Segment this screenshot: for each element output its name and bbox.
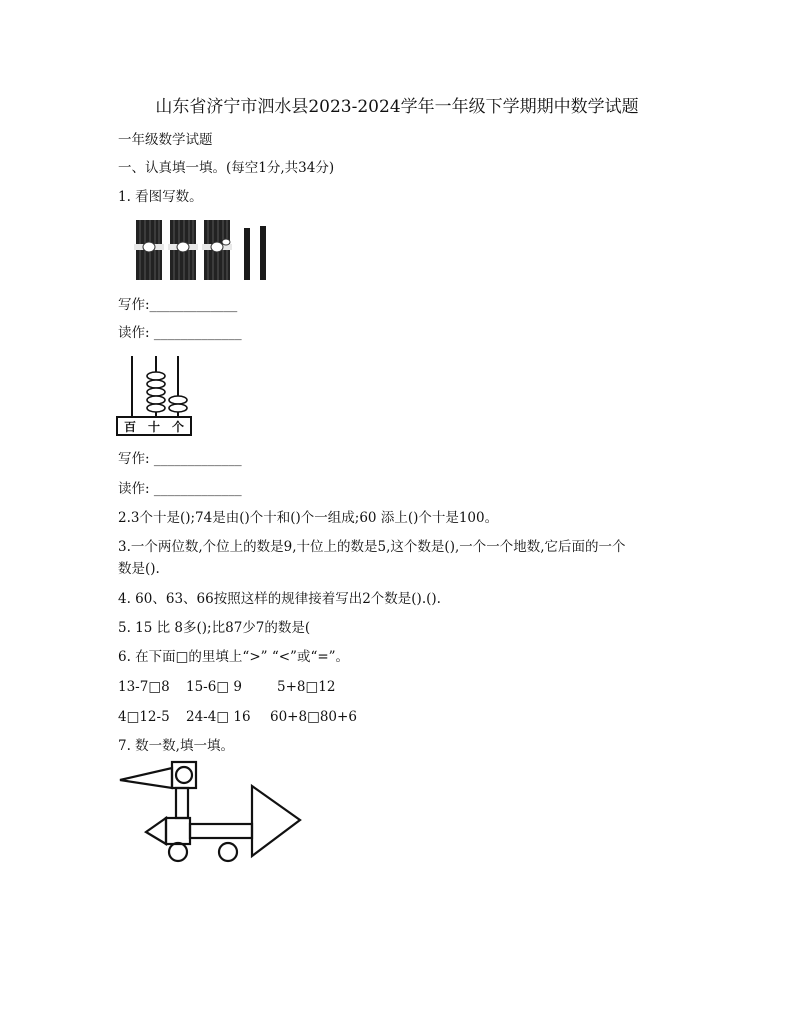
- body-rectangle: [190, 824, 252, 838]
- subtitle: 一年级数学试题: [118, 132, 213, 148]
- head-triangle: [120, 768, 172, 788]
- stick-bundle-3: [202, 220, 232, 280]
- compare-4: 4□12-5: [118, 709, 170, 725]
- label-tens: 十: [147, 419, 160, 434]
- compare-3: 5+8□12: [277, 679, 336, 695]
- abacus-rods: [116, 352, 196, 418]
- compare-1: 13-7□8: [118, 679, 170, 695]
- tail-triangle: [252, 786, 300, 856]
- question-1: 1. 看图写数。: [118, 189, 203, 205]
- abacus-label-bar: [116, 416, 192, 436]
- question-3-line1: 3.一个两位数,个位上的数是9,十位上的数是5,这个数是(),一个一个地数,它后面的一个: [118, 539, 626, 555]
- head-circle: [176, 767, 192, 783]
- compare-2: 15-6□ 9: [186, 679, 242, 695]
- read-answer-1[interactable]: 读作: _____________: [118, 325, 242, 341]
- question-6: 6. 在下面□的里填上“>” “<”或“=”。: [118, 649, 350, 665]
- label-hundreds: 百: [123, 419, 136, 434]
- wheel-left: [169, 843, 187, 861]
- write-answer-2[interactable]: 写作: _____________: [118, 451, 242, 467]
- stick-bundle-2: [168, 220, 198, 280]
- section-heading: 一、认真填一填。(每空1分,共34分): [118, 160, 335, 176]
- compare-5: 24-4□ 16: [186, 709, 251, 725]
- label-ones: 个: [171, 419, 184, 434]
- single-stick-1: [244, 228, 250, 280]
- single-stick-2: [260, 226, 266, 280]
- front-triangle: [146, 818, 166, 844]
- write-answer-1[interactable]: 写作:_____________: [118, 297, 238, 313]
- question-4: 4. 60、63、66按照这样的规律接着写出2个数是().().: [118, 591, 441, 607]
- compare-6: 60+8□80+6: [270, 709, 357, 725]
- abacus-figure: [116, 352, 196, 440]
- sticks-figure: [126, 214, 286, 286]
- shapes-figure: [116, 758, 306, 868]
- body-square: [166, 818, 190, 844]
- neck-rectangle: [176, 788, 188, 818]
- question-7: 7. 数一数,填一填。: [118, 738, 234, 754]
- question-5: 5. 15 比 8多();比87少7的数是(: [118, 620, 311, 636]
- read-answer-2[interactable]: 读作: _____________: [118, 481, 242, 497]
- tens-beads: [147, 372, 165, 412]
- ones-beads: [169, 396, 187, 412]
- doc-title: 山东省济宁市泗水县2023-2024学年一年级下学期期中数学试题: [155, 97, 639, 117]
- wheel-right: [219, 843, 237, 861]
- stick-bundle-1: [134, 220, 164, 280]
- question-2: 2.3个十是();74是由()个十和()个一组成;60 添上()个十是100。: [118, 510, 499, 526]
- question-3-line2: 数是().: [118, 561, 160, 577]
